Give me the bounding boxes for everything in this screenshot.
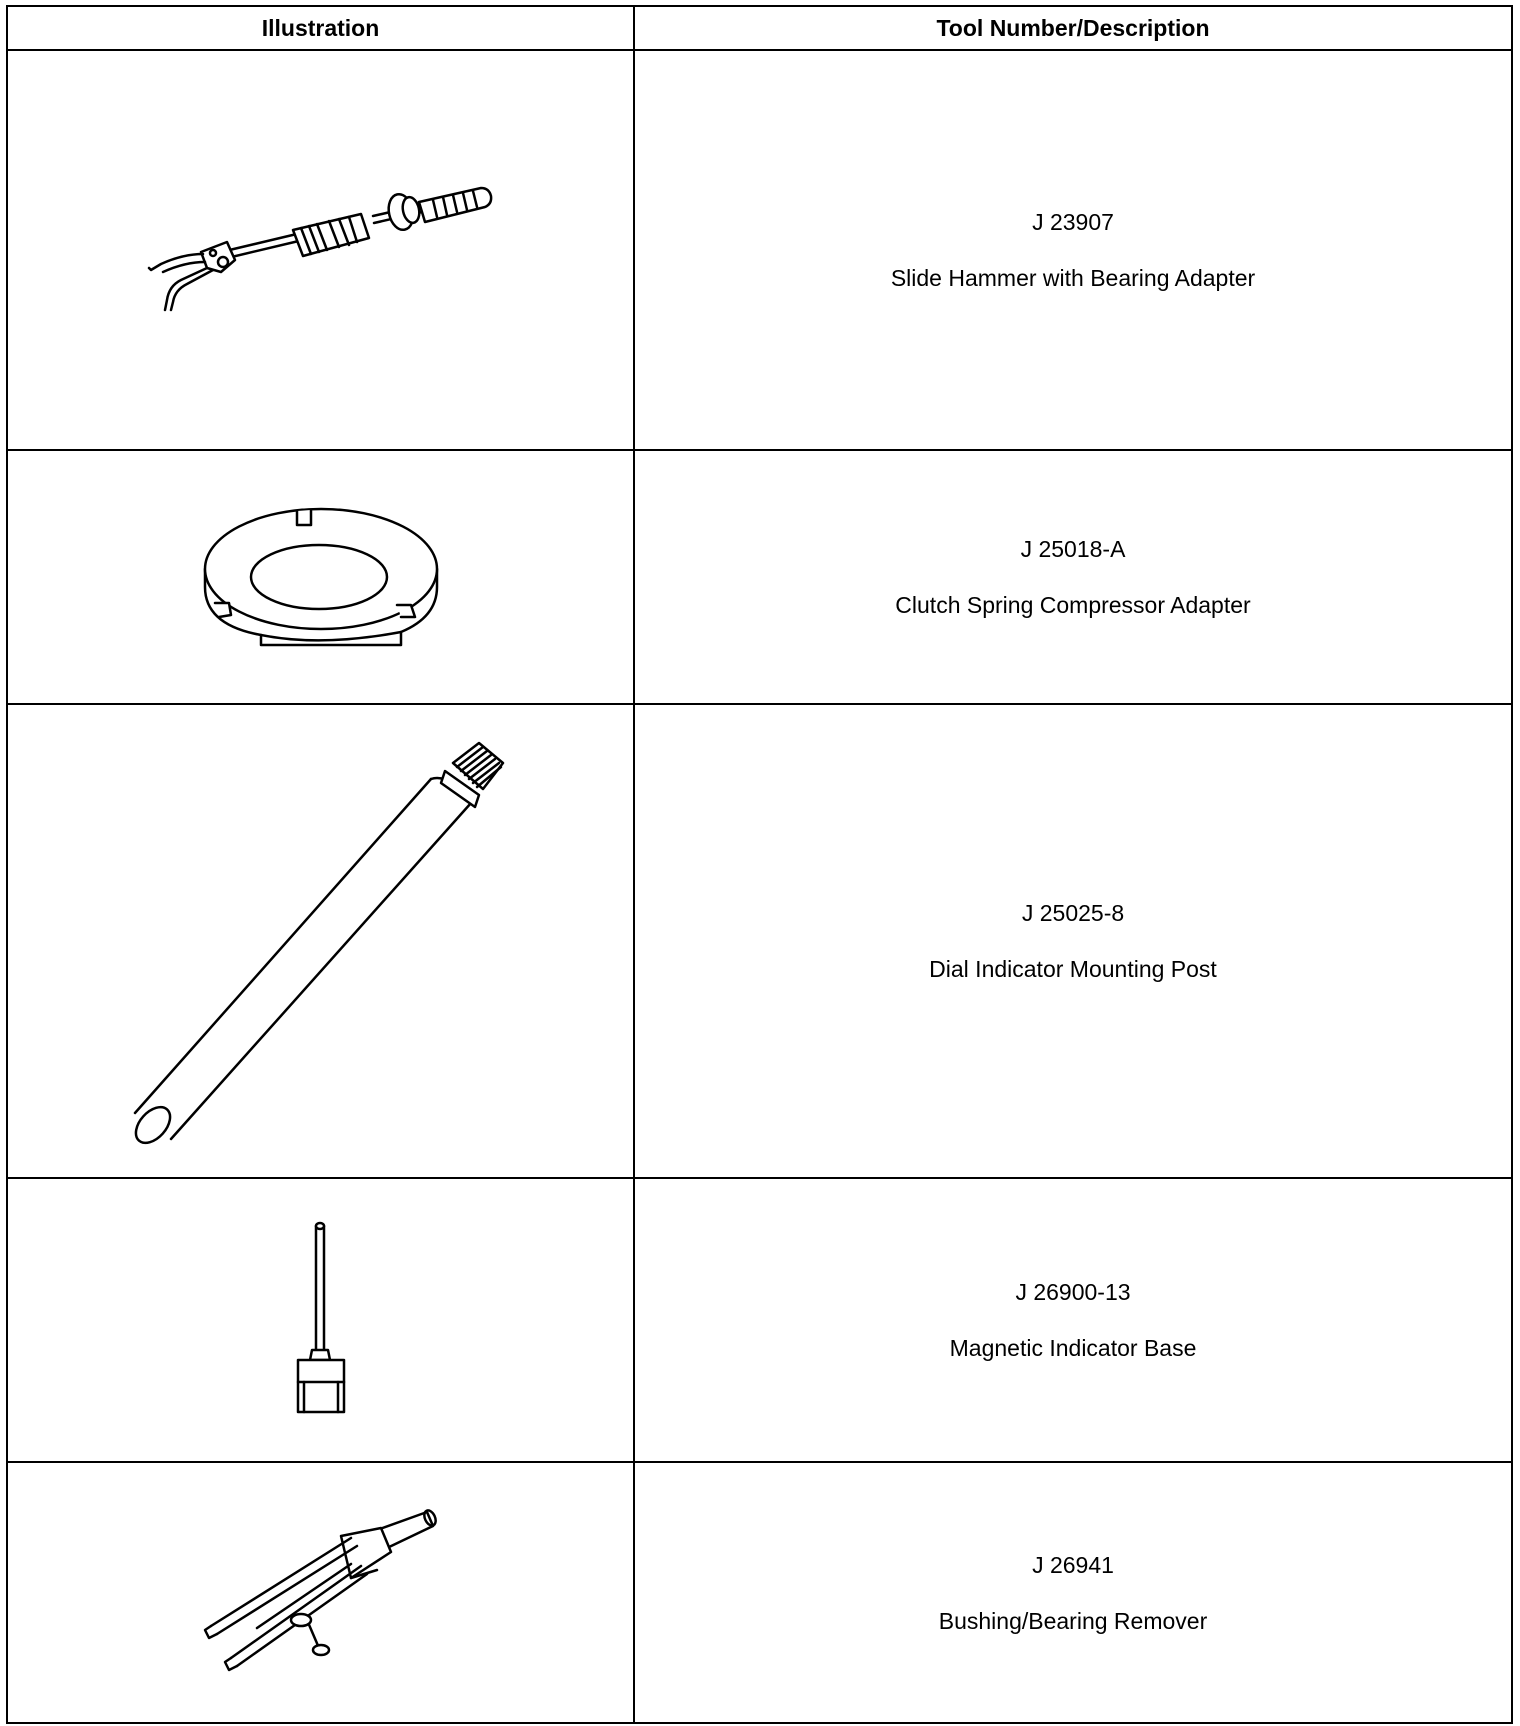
bushing-remover-icon <box>201 1508 441 1678</box>
tool-description: Dial Indicator Mounting Post <box>929 956 1217 982</box>
tool-number: J 25018-A <box>1020 536 1126 562</box>
tool-header: Tool Number/Description <box>634 6 1512 50</box>
magnetic-base-icon <box>286 1220 356 1420</box>
tool-number: J 26941 <box>1032 1551 1114 1578</box>
tool-cell <box>634 1178 1512 1462</box>
table-row <box>7 704 1512 1178</box>
table-row <box>7 450 1512 704</box>
special-tools-table <box>6 5 1513 1724</box>
illustration-cell <box>7 1462 634 1723</box>
table-row <box>7 1462 1512 1723</box>
tool-number: J 25025-8 <box>1021 900 1125 926</box>
mounting-post-icon <box>131 741 511 1141</box>
tool-description: Clutch Spring Compressor Adapter <box>895 592 1251 618</box>
illustration-header: Illustration <box>7 6 634 50</box>
table-row <box>7 1178 1512 1462</box>
tool-description: Bushing/Bearing Remover <box>938 1607 1208 1634</box>
tool-number: J 26900-13 <box>1015 1279 1131 1305</box>
tool-cell <box>634 704 1512 1178</box>
tool-description: Slide Hammer with Bearing Adapter <box>890 265 1256 291</box>
tool-cell <box>634 450 1512 704</box>
tool-cell <box>634 50 1512 450</box>
tool-description: Magnetic Indicator Base <box>949 1335 1197 1361</box>
illustration-cell <box>7 704 634 1178</box>
illustration-cell <box>7 450 634 704</box>
illustration-cell <box>7 50 634 450</box>
illustration-cell <box>7 1178 634 1462</box>
spring-compressor-adapter-icon <box>201 507 441 647</box>
tool-number: J 23907 <box>1032 209 1114 235</box>
header-row <box>7 6 1512 50</box>
slide-hammer-icon <box>141 180 501 320</box>
table-row <box>7 50 1512 450</box>
tool-cell <box>634 1462 1512 1723</box>
